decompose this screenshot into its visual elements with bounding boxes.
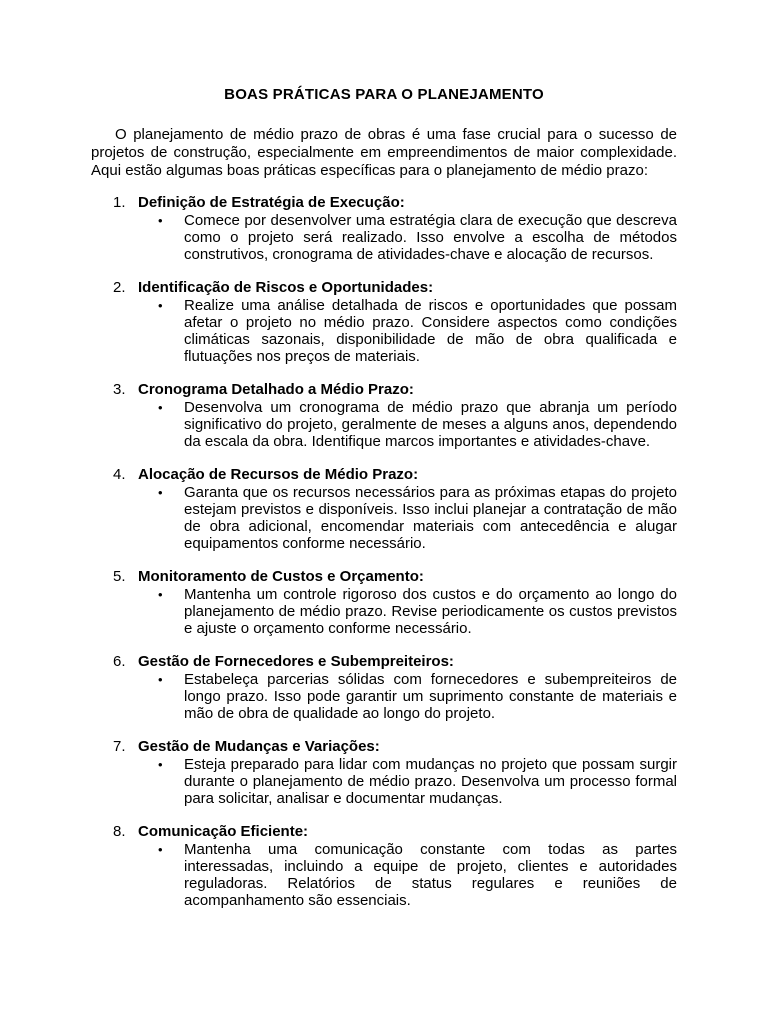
item-number: 8. (113, 823, 126, 840)
item-number: 6. (113, 653, 126, 670)
bullet-icon: • (158, 757, 163, 772)
list-item (0, 653, 768, 722)
bullet-icon: • (158, 485, 163, 500)
bullet-icon: • (158, 842, 163, 857)
list-item (0, 823, 768, 909)
practices-list (0, 194, 768, 925)
item-text: Mantenha uma comunicação constante com todas as partes interessadas, incluindo a equipe de projeto, clientes e autoridades reguladoras. Relatórios de status regulares e reuniões de acompanhamento são essenciais. (184, 841, 677, 909)
list-item (0, 279, 768, 365)
item-heading: Monitoramento de Custos e Orçamento: (138, 568, 424, 585)
item-heading: Comunicação Eficiente: (138, 823, 309, 840)
item-text: Estabeleça parcerias sólidas com fornecedores e subempreiteiros de longo prazo. Isso pode garantir um suprimento constante de materiais e mão de obra de qualidade ao longo do projeto. (184, 671, 677, 722)
item-number: 4. (113, 466, 126, 483)
bullet-icon: • (158, 213, 163, 228)
item-number: 1. (113, 194, 126, 211)
item-number: 7. (113, 738, 126, 755)
item-heading: Cronograma Detalhado a Médio Prazo: (138, 381, 414, 398)
item-number: 2. (113, 279, 126, 296)
item-heading: Definição de Estratégia de Execução: (138, 194, 405, 211)
item-text: Garanta que os recursos necessários para as próximas etapas do projeto estejam previstos e disponíveis. Isso inclui planejar a contratação de mão de obra adicional, encomendar materiais com antecedência e alugar equipamentos conforme necessário. (184, 484, 677, 552)
list-item (0, 738, 768, 807)
item-text: Desenvolva um cronograma de médio prazo que abranja um período significativo do projeto, geralmente de meses a alguns anos, dependendo da escala da obra. Identifique marcos importantes e atividades-chave. (184, 399, 677, 450)
item-number: 5. (113, 568, 126, 585)
bullet-icon: • (158, 400, 163, 415)
bullet-icon: • (158, 672, 163, 687)
list-item (0, 568, 768, 637)
item-heading: Alocação de Recursos de Médio Prazo: (138, 466, 419, 483)
item-heading: Gestão de Mudanças e Variações: (138, 738, 380, 755)
item-heading: Identificação de Riscos e Oportunidades: (138, 279, 434, 296)
list-item (0, 381, 768, 450)
document-title: BOAS PRÁTICAS PARA O PLANEJAMENTO (224, 86, 544, 103)
item-text: Esteja preparado para lidar com mudanças no projeto que possam surgir durante o planejamento de médio prazo. Desenvolva um processo formal para solicitar, analisar e documentar mudanças. (184, 756, 677, 807)
item-text: Realize uma análise detalhada de riscos e oportunidades que possam afetar o projeto no médio prazo. Considere aspectos como condições climáticas sazonais, disponibilidade de mão de obra qualificada e flutuações nos preços de materiais. (184, 297, 677, 365)
item-text: Comece por desenvolver uma estratégia clara de execução que descreva como o projeto será realizado. Isso envolve a escolha de métodos construtivos, cronograma de atividades-chave e alocação de recursos. (184, 212, 677, 263)
item-heading: Gestão de Fornecedores e Subempreiteiros: (138, 653, 454, 670)
list-item (0, 466, 768, 552)
item-text: Mantenha um controle rigoroso dos custos e do orçamento ao longo do planejamento de médio prazo. Revise periodicamente os custos previstos e ajuste o orçamento conforme necessário. (184, 586, 677, 637)
item-number: 3. (113, 381, 126, 398)
bullet-icon: • (158, 298, 163, 313)
intro-paragraph: O planejamento de médio prazo de obras é uma fase crucial para o sucesso de projetos de construção, especialmente em empreendimentos de maior complexidade. Aqui estão algumas boas práticas específicas para o planejamento de médio prazo: (91, 126, 677, 179)
list-item (0, 194, 768, 263)
bullet-icon: • (158, 587, 163, 602)
